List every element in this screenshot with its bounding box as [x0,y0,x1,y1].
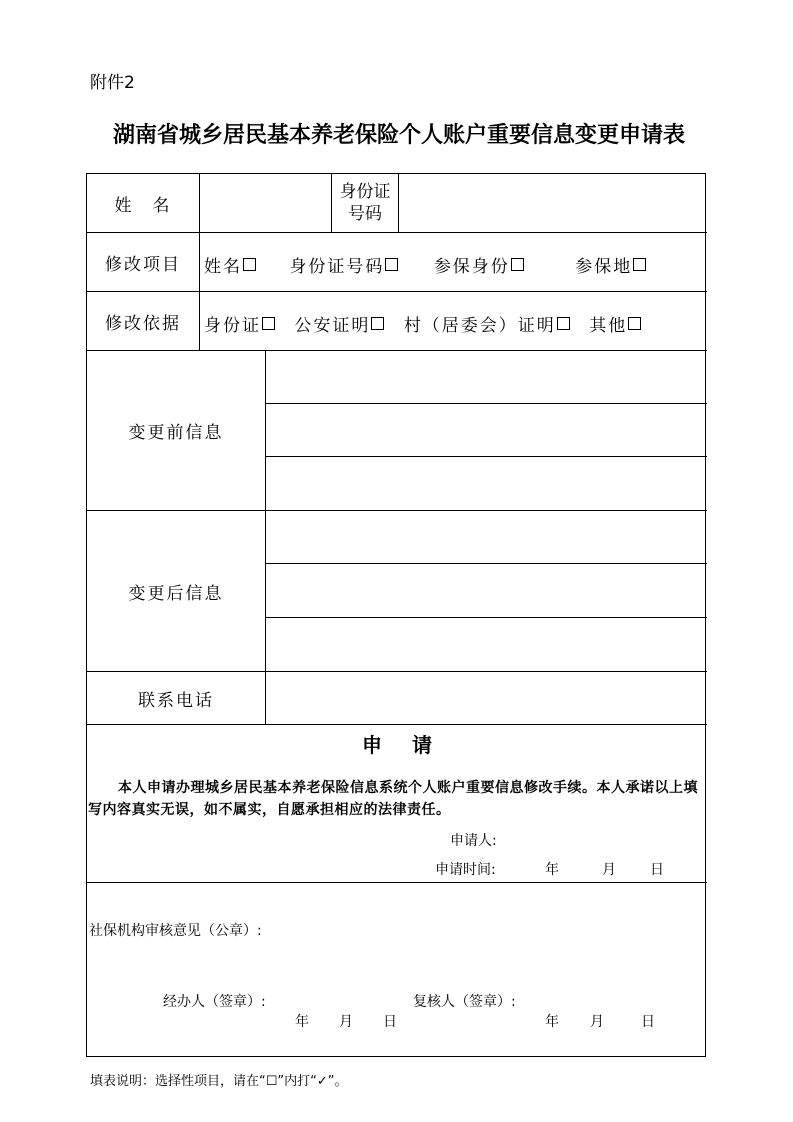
phone-label: 联系电话 [138,690,214,711]
checkbox-name[interactable] [243,258,256,271]
application-time-label: 申请时间: [435,862,496,878]
review-opinion-label: 社保机构审核意见（公章）: [89,923,262,939]
phone-input[interactable] [266,672,707,724]
applicant-label: 申请人: [450,833,497,849]
id-number-label [332,178,398,228]
application-heading: 申请 [362,732,462,757]
name-label: 姓 名 [114,195,172,216]
checkbox-insured-place[interactable] [633,258,646,271]
checkbox-village-proof[interactable] [557,317,570,330]
option-village-proof[interactable]: 村（居委会）证明 [404,311,570,336]
id-label-line1: 身份证 [339,182,391,202]
attachment-label: 附件2 [90,73,135,93]
checker-month: 月 [590,1014,604,1030]
after-info-label: 变更后信息 [128,583,224,604]
after-info-line-1[interactable] [266,511,707,563]
option-other[interactable]: 其他 [589,311,641,336]
handler-month: 月 [339,1014,353,1030]
option-insured-identity[interactable]: 参保身份 [434,252,524,277]
handler-label: 经办人（签章）: [163,994,266,1010]
application-statement: 本人申请办理城乡居民基本养老保险信息系统个人账户重要信息修改手续。本人承诺以上填写内容真实无误，如不属实，自愿承担相应的法律责任。 [88,780,698,818]
name-input[interactable] [200,174,331,232]
checker-day: 日 [641,1014,655,1030]
after-info-line-3[interactable] [266,618,707,671]
checkbox-id-card[interactable] [262,317,275,330]
option-name[interactable]: 姓名 [204,252,256,277]
application-year: 年 [545,862,559,878]
before-info-label: 变更前信息 [128,423,224,443]
footnote: 填表说明：选择性项目，请在“☐”内打“✓”。 [90,1074,348,1089]
application-month: 月 [602,862,616,878]
checker-label: 复核人（签章）: [413,994,516,1010]
before-info-line-1[interactable] [266,351,707,403]
modify-items-options [204,252,646,277]
after-info-line-2[interactable] [266,564,707,617]
handler-day: 日 [383,1014,397,1030]
id-number-input[interactable] [399,174,707,232]
modify-basis-label: 修改依据 [105,313,181,334]
option-id-number[interactable]: 身份证号码 [289,252,398,277]
option-police-proof[interactable]: 公安证明 [294,311,384,336]
form-title: 湖南省城乡居民基本养老保险个人账户重要信息变更申请表 [112,122,685,148]
before-info-line-2[interactable] [266,404,707,456]
before-info-line-3[interactable] [266,457,707,510]
checker-year: 年 [545,1014,559,1030]
application-form [86,173,706,1057]
modify-items-label: 修改项目 [105,254,181,275]
row-divider [87,724,707,725]
checkbox-police-proof[interactable] [371,317,384,330]
option-id-card[interactable]: 身份证 [204,311,275,336]
id-label-line2: 号码 [348,204,382,224]
checkbox-other[interactable] [628,317,641,330]
checkbox-id-number[interactable] [385,258,398,271]
modify-basis-options [204,311,641,336]
row-divider [87,882,707,883]
checkbox-insured-identity[interactable] [511,258,524,271]
application-day: 日 [650,862,664,878]
handler-year: 年 [295,1014,309,1030]
option-insured-place[interactable]: 参保地 [575,252,646,277]
